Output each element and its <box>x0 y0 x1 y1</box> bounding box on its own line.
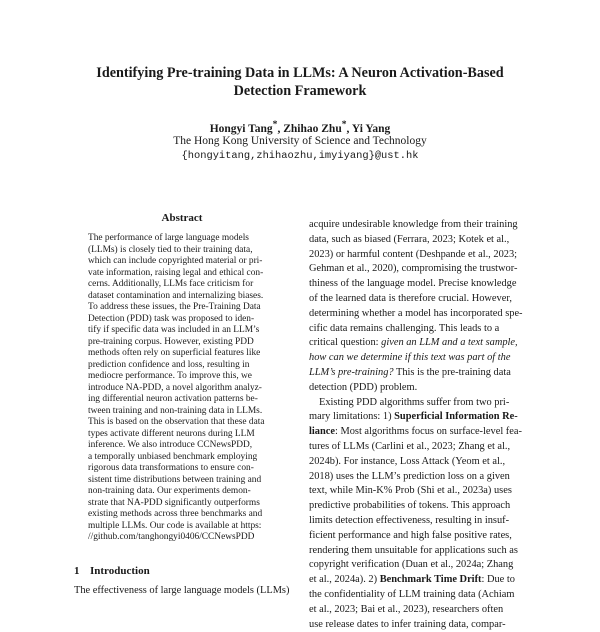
abstract-line: (LLMs) is closely tied to their training data, <box>88 244 253 255</box>
body-line <box>309 351 535 366</box>
body-line <box>309 573 535 588</box>
italic-text: how can we determine if this text was part of the <box>309 352 511 364</box>
text-run: limits detection effectiveness, resulting in insuf- <box>309 514 510 526</box>
abstract-line: existing methods across three benchmarks and <box>88 509 263 519</box>
bold-text: Benchmark Time Drift <box>379 574 482 586</box>
body-line <box>309 381 535 396</box>
abstract-line: types activate different neurons during LLM <box>88 428 255 439</box>
body-line <box>309 514 535 529</box>
abstract-line: sistent time distributions between training and <box>88 474 262 485</box>
abstract-body <box>88 233 278 544</box>
abstract-line: pre-training corpus. However, existing PDD <box>88 336 254 347</box>
author-mark: * <box>272 119 278 130</box>
text-run: 2024b). For instance, Loss Attack (Yeom et al., <box>309 455 506 467</box>
text-run: thiness of the language model. Precise knowledge <box>309 278 517 290</box>
body-line <box>309 425 535 440</box>
abstract-line: Detection (PDD) task was proposed to iden- <box>88 313 255 324</box>
body-line <box>309 455 535 470</box>
text-run: acquire undesirable knowledge from their training <box>309 219 518 230</box>
text-run: copyright verification (Duan et al., 2024a; Zhang <box>309 559 514 571</box>
body-line <box>309 307 535 322</box>
body-line <box>309 544 535 559</box>
author-emails: {hongyitang,zhihaozhu,imyiyang}@ust.hk <box>181 150 419 162</box>
author-name: Zhihao Zhu <box>283 122 342 135</box>
body-line <box>309 529 535 544</box>
text-run: the confidentiality of LLM training data (Achiam <box>309 588 515 600</box>
body-line <box>309 396 535 411</box>
body-line <box>309 336 535 351</box>
abstract-line: vate information, raising legal and ethical con- <box>88 267 264 278</box>
author-name: Yi Yang <box>351 122 391 135</box>
author-mark: * <box>341 119 347 130</box>
intro-paragraph-line: The effectiveness of large language models (LLMs) <box>74 585 290 596</box>
abstract-line: introduce NA-PDD, a novel algorithm analyz- <box>88 382 262 393</box>
abstract-heading: Abstract <box>161 212 203 224</box>
author-name: Hongyi Tang <box>209 122 273 135</box>
text-run: data, such as biased (Ferrara, 2023; Kotek et al., <box>309 233 510 245</box>
body-line <box>309 218 535 233</box>
abstract-line: tify if specific data was included in an LLM’s <box>88 325 260 335</box>
section-number: 1 <box>74 565 80 577</box>
text-run: 2023) or harmful content (Deshpande et al., 2023; <box>309 248 518 260</box>
abstract-line: rigorous data transformations to ensure con- <box>88 463 254 473</box>
body-line <box>309 233 535 248</box>
body-line <box>309 366 535 381</box>
abstract-line: To address these issues, the Pre-Training Data <box>88 302 261 312</box>
abstract-line: methods often rely on superficial features like <box>88 348 261 358</box>
italic-text: LLM’s pre-training? <box>309 366 394 378</box>
text-run: critical question: <box>309 337 382 349</box>
body-line <box>309 558 535 573</box>
body-line <box>309 292 535 307</box>
affiliation: The Hong Kong University of Science and Technology <box>173 135 427 147</box>
right-column-body <box>309 218 535 632</box>
abstract-line: This is based on the observation that these data <box>88 417 265 427</box>
body-line <box>309 322 535 337</box>
body-line <box>309 248 535 263</box>
text-run: : Due to <box>481 574 515 586</box>
abstract-line: tween training and non-training data in LLMs. <box>88 405 263 416</box>
title-line: Identifying Pre-training Data in LLMs: A Neuron Activation-Based <box>96 65 504 81</box>
author-list: Hongyi Tang*, Zhihao Zhu*, Yi Yang <box>209 119 391 135</box>
text-run: of the learned data is therefore crucial. However, <box>309 292 512 304</box>
text-run: tures of LLMs (Carlini et al., 2023; Zhang et al., <box>309 440 511 452</box>
text-run: mary limitations: 1) <box>309 411 395 423</box>
text-run: ficient performance and high false positive rates, <box>309 529 512 541</box>
body-line <box>309 262 535 277</box>
abstract-line: inference. We also introduce CCNewsPDD, <box>88 440 253 450</box>
text-run: Gehman et al., 2020), compromising the trustwor- <box>309 263 518 275</box>
text-run: text, while Min-K% Prob (Shi et al., 2023a) uses <box>309 485 512 497</box>
text-run: et al., 2024a). 2) <box>309 574 380 586</box>
paper-title <box>60 64 540 100</box>
body-line <box>309 603 535 618</box>
text-run: 2018) uses the LLM’s prediction loss on a given <box>309 470 510 482</box>
text-run: : Most algorithms focus on surface-level fea- <box>334 426 522 438</box>
abstract-line: a temporally unbiased benchmark employing <box>88 451 258 462</box>
body-line <box>309 440 535 455</box>
abstract-line: multiple LLMs. Our code is available at https: <box>88 520 262 531</box>
abstract-line: non-training data. Our experiments demon- <box>88 486 251 496</box>
abstract-line: The performance of large language models <box>88 233 249 243</box>
text-run: This is the pre-training data <box>393 366 511 378</box>
body-line <box>309 410 535 425</box>
title-line: Detection Framework <box>233 83 367 99</box>
body-line <box>309 588 535 603</box>
abstract-line: mediocre performance. To improve this, we <box>88 371 252 381</box>
body-line <box>309 484 535 499</box>
text-run: detection (PDD) problem. <box>309 381 418 393</box>
abstract-line: which can include copyrighted material or pri- <box>88 256 263 266</box>
text-run: determining whether a model has incorporated spe- <box>309 307 523 319</box>
abstract-line: cerns. Additionally, LLMs face criticism for <box>88 279 254 289</box>
section-title: Introduction <box>90 565 150 577</box>
text-run: Existing PDD algorithms suffer from two pri- <box>319 396 510 408</box>
bold-text: Superficial Information Re- <box>394 411 518 423</box>
section-heading <box>74 564 150 578</box>
body-line <box>309 470 535 485</box>
abstract-line: prediction confidence and loss, resulting in <box>88 359 250 370</box>
body-line <box>309 277 535 292</box>
abstract-line: ing differential neuron activation patterns be- <box>88 394 258 404</box>
text-run: cific data remains challenging. This leads to a <box>309 322 500 334</box>
text-run: use release dates to infer training data, compar- <box>309 618 506 630</box>
text-run: rendering them unsuitable for applications such as <box>309 544 518 556</box>
text-run: et al., 2023; Bai et al., 2023), researchers often <box>309 603 504 615</box>
body-line <box>309 499 535 514</box>
abstract-line: //github.com/tanghongyi0406/CCNewsPDD <box>88 532 255 542</box>
abstract-line: strate that NA-PDD significantly outperforms <box>88 497 260 508</box>
italic-text: given an LLM and a text sample, <box>381 337 518 349</box>
body-line <box>309 618 535 632</box>
text-run: predictive probabilities of tokens. This approach <box>309 500 511 512</box>
abstract-line: dataset contamination and internalizing biases. <box>88 290 264 301</box>
bold-text: liance <box>309 426 335 438</box>
